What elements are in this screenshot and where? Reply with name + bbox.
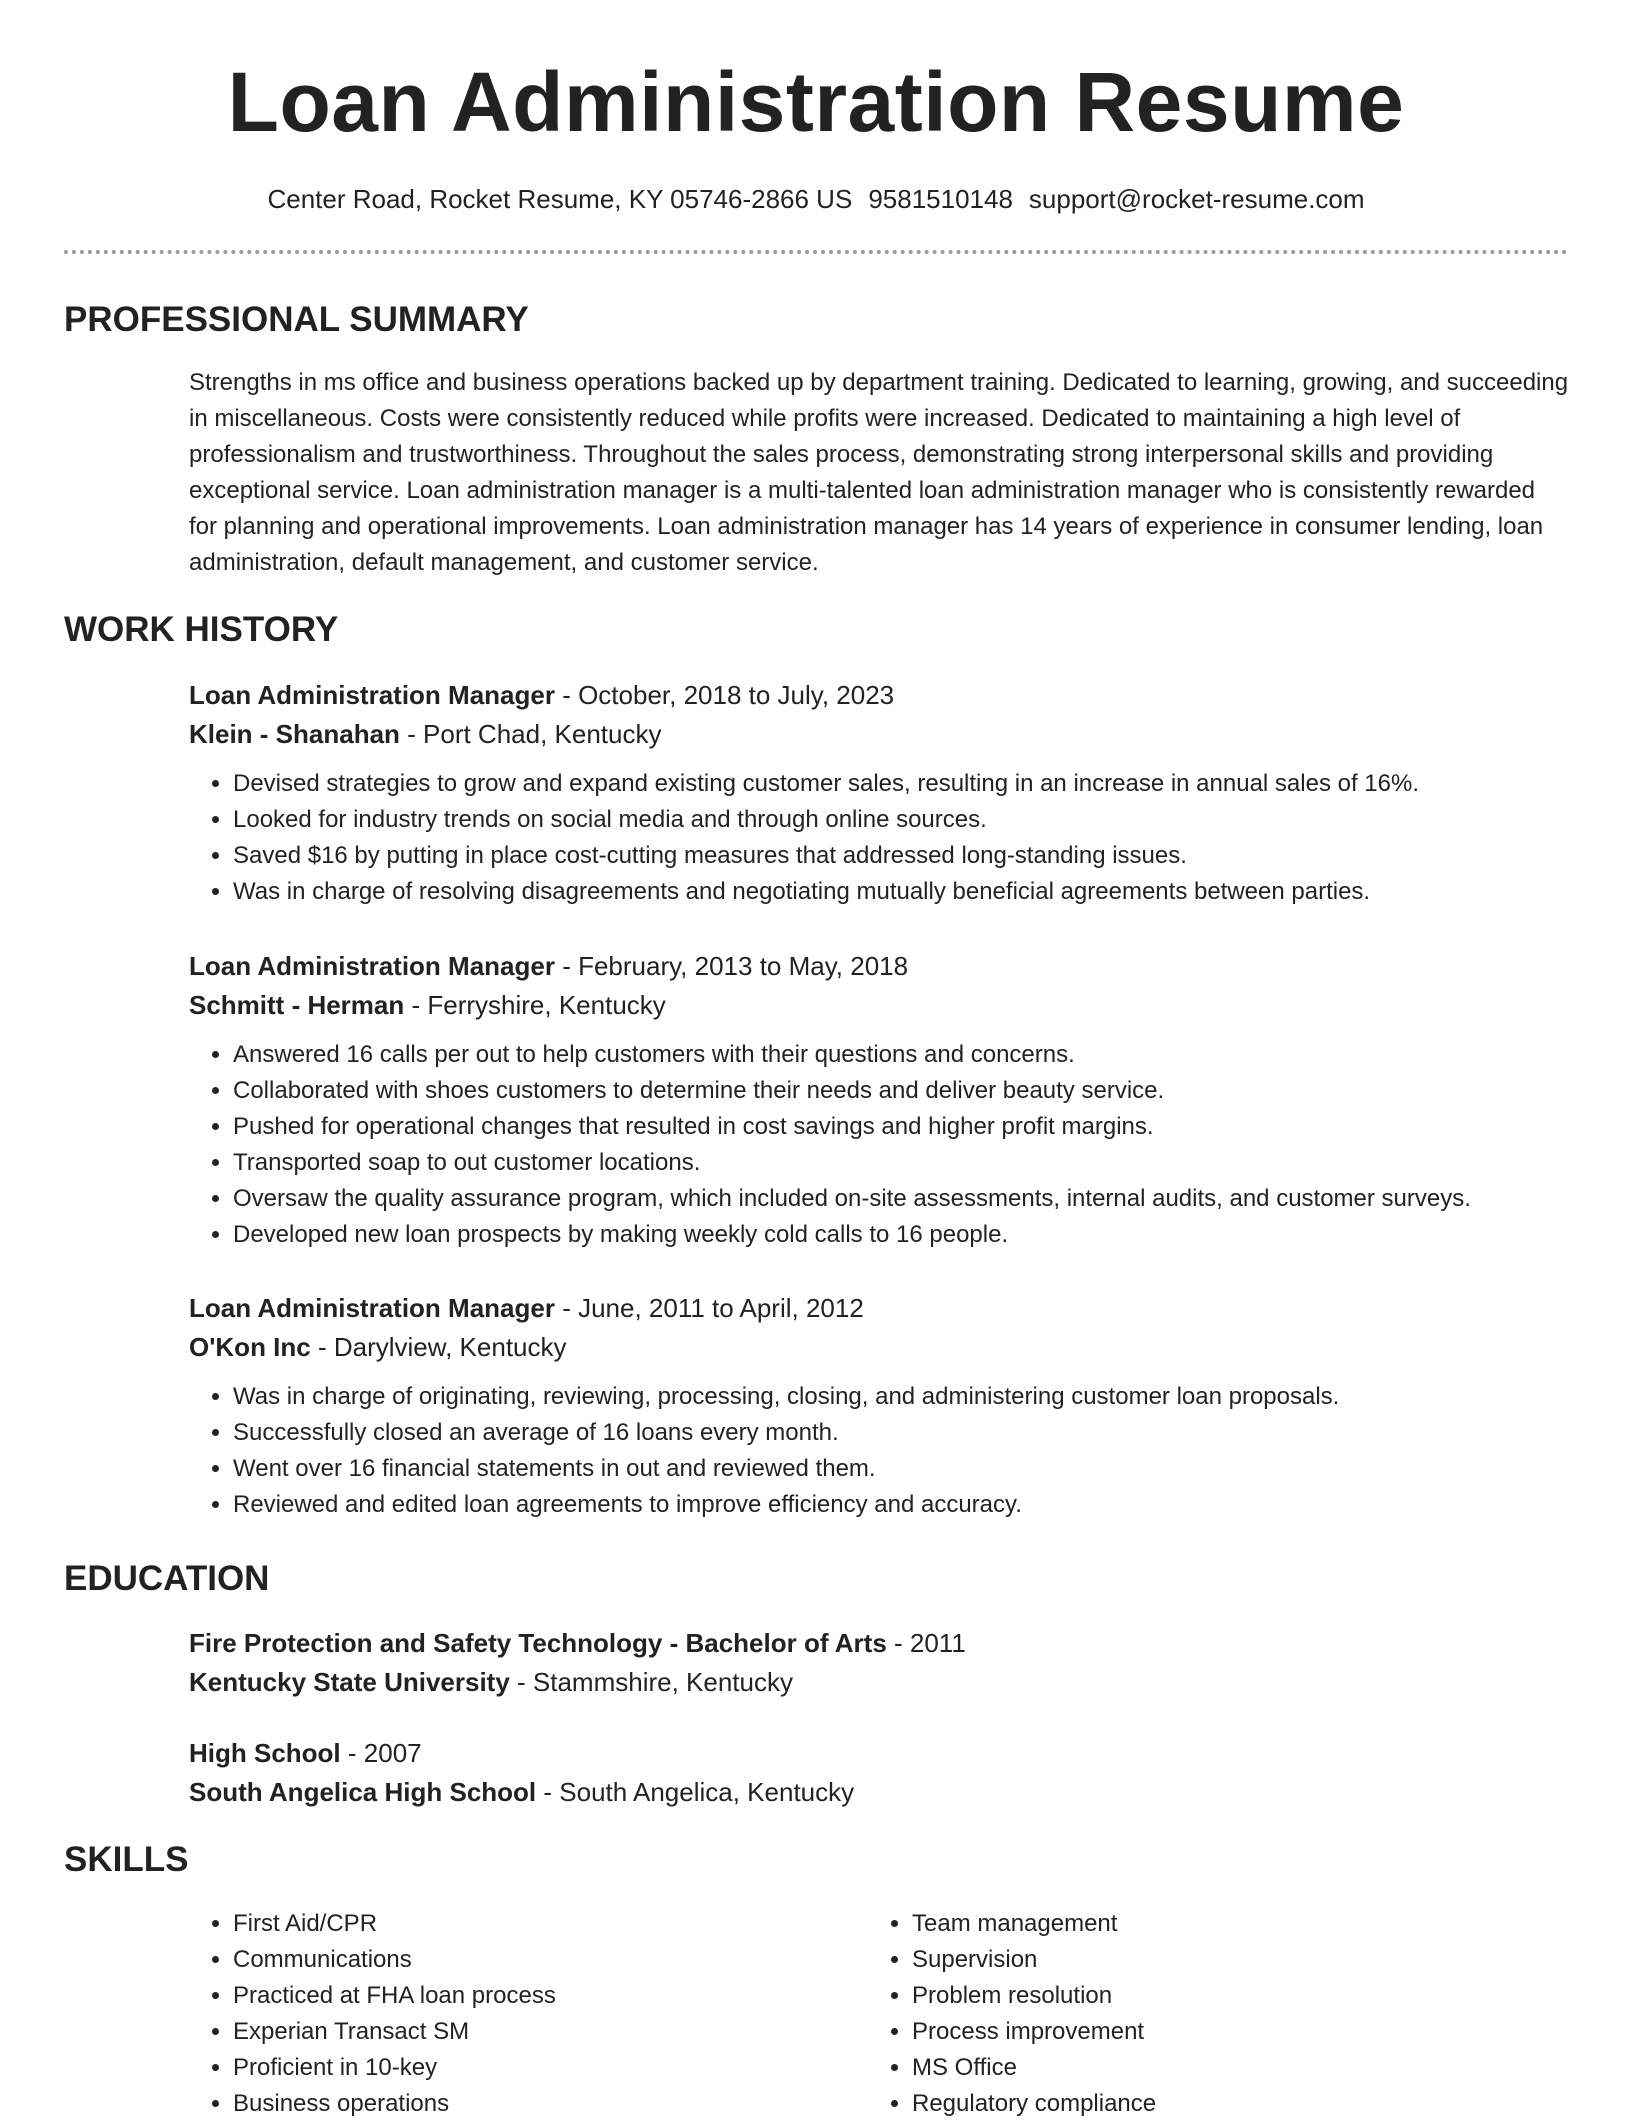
list-item: • Reviewed and edited loan agreements to improve efficiency and accuracy. bbox=[233, 1487, 1569, 1523]
education-location: - South Angelica, Kentucky bbox=[536, 1777, 855, 1807]
education-entry bbox=[189, 1734, 1569, 1812]
job-bullets bbox=[189, 1379, 1569, 1523]
job-title: Loan Administration Manager bbox=[189, 1293, 555, 1323]
contact-email: support@rocket-resume.com bbox=[1028, 184, 1365, 214]
skills-column-left bbox=[189, 1906, 849, 2122]
job-dates: - October, 2018 to July, 2023 bbox=[554, 680, 895, 710]
list-item: • Went over 16 financial statements in out and reviewed them. bbox=[233, 1451, 1569, 1487]
contact-address: Center Road, Rocket Resume, KY 05746-2866 US bbox=[267, 184, 853, 214]
list-item: • Practiced at FHA loan process bbox=[233, 1978, 849, 2014]
list-item: • Communications bbox=[233, 1942, 849, 1978]
job-company: Schmitt - Herman bbox=[189, 990, 405, 1020]
list-item: • Developed new loan prospects by making weekly cold calls to 16 people. bbox=[233, 1217, 1569, 1253]
work-history-heading: WORK HISTORY bbox=[64, 610, 339, 649]
list-item: • Was in charge of originating, reviewing, processing, closing, and administering customer loan proposals. bbox=[233, 1379, 1569, 1415]
list-item: • Transported soap to out customer locations. bbox=[233, 1145, 1569, 1181]
contact-phone: 9581510148 bbox=[868, 184, 1013, 214]
list-item: • Collaborated with shoes customers to determine their needs and deliver beauty service. bbox=[233, 1073, 1569, 1109]
list-item: • Oversaw the quality assurance program, which included on-site assessments, internal audits, and customer surveys. bbox=[233, 1181, 1569, 1217]
list-item: • Devised strategies to grow and expand existing customer sales, resulting in an increase in annual sales of 16%. bbox=[233, 766, 1569, 802]
job-company: Klein - Shanahan bbox=[189, 719, 400, 749]
job-dates: - February, 2013 to May, 2018 bbox=[554, 951, 909, 981]
job-bullets bbox=[189, 1037, 1569, 1253]
list-item: • Process improvement bbox=[912, 2014, 1528, 2050]
list-item: • Problem resolution bbox=[912, 1978, 1528, 2014]
summary-heading: PROFESSIONAL SUMMARY bbox=[64, 300, 529, 339]
list-item: • Regulatory compliance bbox=[912, 2086, 1528, 2122]
education-entry bbox=[189, 1624, 1569, 1702]
education-year: - 2007 bbox=[340, 1738, 422, 1768]
list-item: • Proficient in 10-key bbox=[233, 2050, 849, 2086]
contact-line bbox=[0, 182, 1632, 216]
summary-text: Strengths in ms office and business operations backed up by department training. Dedicated to learning, growing, and succeeding in miscellaneous. Costs were consistently reduced while profits were increased. Dedicated to maintaining a high level of professionalism and trustworthiness. Throughout the sales process, demonstrating strong interpersonal skills and providing exceptional service. Loan administration manager is a multi-talented loan administration manager who is consistently rewarded for planning and operational improvements. Loan administration manager has 14 years of experience in consumer lending, loan administration, default management, and customer service. bbox=[189, 369, 1569, 576]
job-entry bbox=[189, 947, 1569, 1253]
job-entry bbox=[189, 676, 1569, 910]
list-item: • Team management bbox=[912, 1906, 1528, 1942]
resume-title: Loan Administration Resume bbox=[227, 55, 1405, 149]
education-degree: High School bbox=[189, 1738, 341, 1768]
list-item: • Pushed for operational changes that resulted in cost savings and higher profit margins. bbox=[233, 1109, 1569, 1145]
job-location: - Darylview, Kentucky bbox=[310, 1332, 567, 1362]
education-degree: Fire Protection and Safety Technology - Bachelor of Arts bbox=[189, 1628, 887, 1658]
job-title: Loan Administration Manager bbox=[189, 951, 555, 981]
list-item: • MS Office bbox=[912, 2050, 1528, 2086]
job-title: Loan Administration Manager bbox=[189, 680, 555, 710]
education-location: - Stammshire, Kentucky bbox=[509, 1667, 793, 1697]
list-item: • Was in charge of resolving disagreements and negotiating mutually beneficial agreements between parties. bbox=[233, 874, 1569, 910]
list-item: • Experian Transact SM bbox=[233, 2014, 849, 2050]
job-dates: - June, 2011 to April, 2012 bbox=[554, 1293, 864, 1323]
education-year: - 2011 bbox=[886, 1628, 966, 1658]
list-item: • Answered 16 calls per out to help customers with their questions and concerns. bbox=[233, 1037, 1569, 1073]
list-item: • Business operations bbox=[233, 2086, 849, 2122]
list-item: • Successfully closed an average of 16 loans every month. bbox=[233, 1415, 1569, 1451]
list-item: • First Aid/CPR bbox=[233, 1906, 849, 1942]
education-heading: EDUCATION bbox=[64, 1559, 270, 1598]
job-bullets bbox=[189, 766, 1569, 910]
skills-column-right bbox=[868, 1906, 1528, 2122]
education-school: South Angelica High School bbox=[189, 1777, 537, 1807]
job-location: - Ferryshire, Kentucky bbox=[404, 990, 666, 1020]
skills-heading: SKILLS bbox=[64, 1840, 189, 1879]
education-school: Kentucky State University bbox=[189, 1667, 510, 1697]
list-item: • Looked for industry trends on social media and through online sources. bbox=[233, 802, 1569, 838]
header-divider bbox=[64, 250, 1568, 254]
job-entry bbox=[189, 1289, 1569, 1523]
list-item: • Supervision bbox=[912, 1942, 1528, 1978]
job-company: O'Kon Inc bbox=[189, 1332, 311, 1362]
list-item: • Saved $16 by putting in place cost-cutting measures that addressed long-standing issues. bbox=[233, 838, 1569, 874]
job-location: - Port Chad, Kentucky bbox=[399, 719, 662, 749]
